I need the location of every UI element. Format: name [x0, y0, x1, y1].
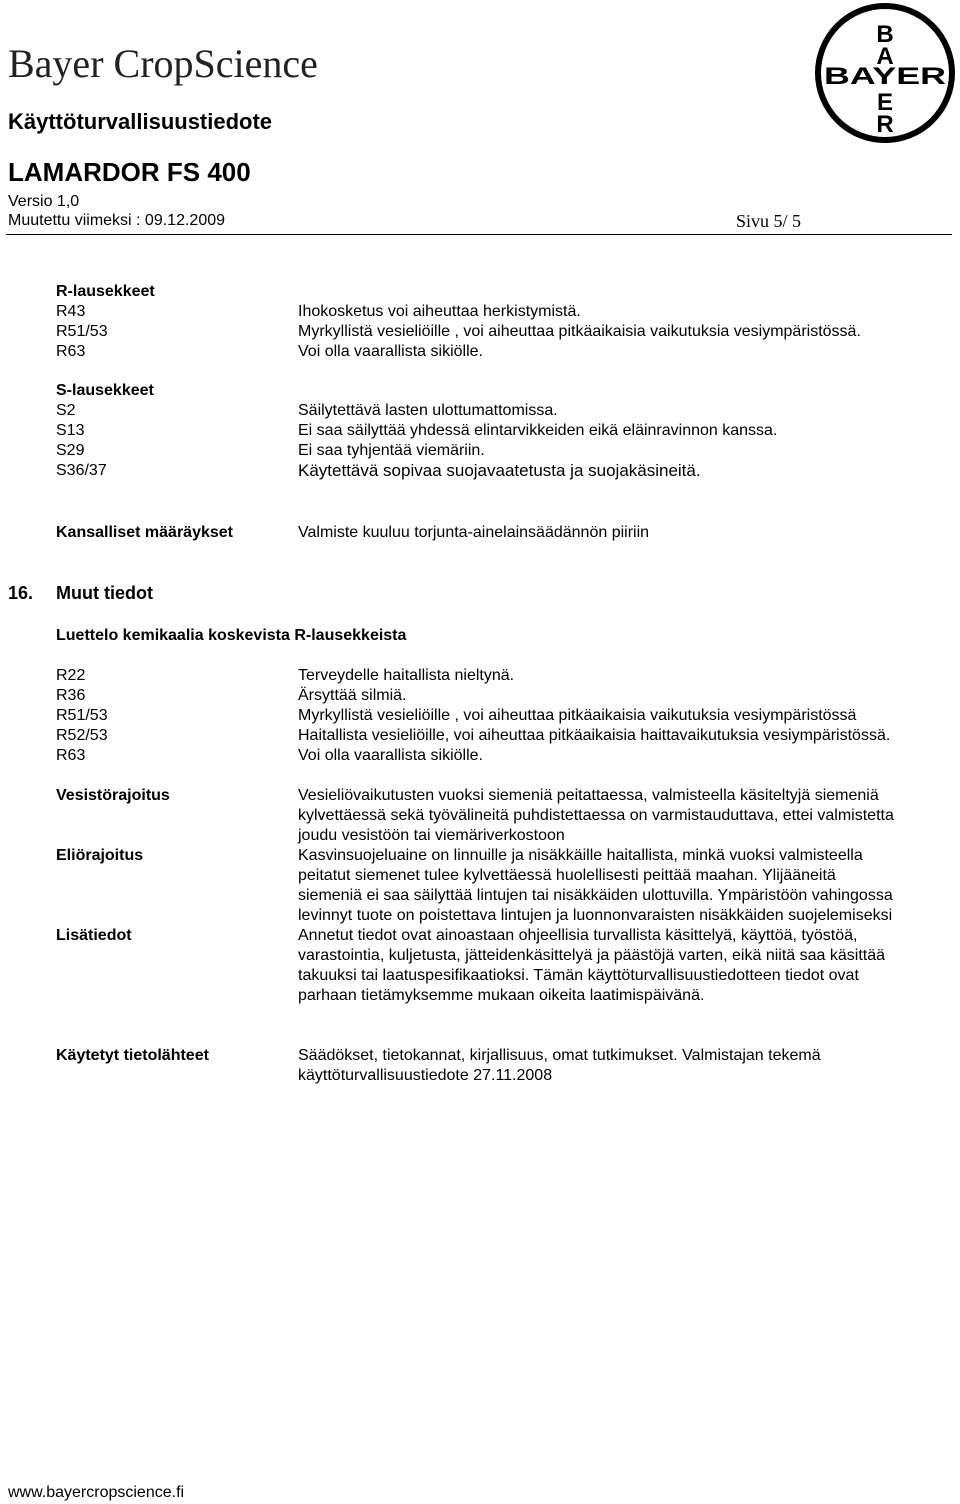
document-title: Käyttöturvallisuustiedote [8, 109, 273, 134]
s-phrase-text: Säilytettävä lasten ulottumattomissa. [298, 402, 558, 419]
r-text: Terveydelle haitallista nieltynä. [298, 667, 515, 684]
version-label: Versio 1,0 [8, 193, 80, 210]
section16-r-texts [298, 666, 890, 766]
s-phrases-codes [56, 401, 107, 481]
restriction-texts [298, 786, 894, 1006]
bayer-cross-logo [814, 2, 956, 144]
logo-horizontal-word: BAYER [824, 63, 946, 90]
additional-info-label: Lisätiedot [56, 927, 132, 944]
section16-r-codes [56, 666, 108, 766]
r-phrases-texts [298, 302, 861, 362]
product-name: LAMARDOR FS 400 [8, 157, 251, 187]
water-restriction-label: Vesistörajoitus [56, 787, 170, 804]
section-number: 16. [8, 583, 34, 603]
r-phrase-code: R43 [56, 303, 86, 320]
r-phrases-heading: R-lausekkeet [56, 283, 155, 300]
restriction-line: Kasvinsuojeluaine on linnuille ja nisäkkäille haitallista, minkä vuoksi valmisteella [298, 847, 863, 864]
header-divider [6, 234, 952, 235]
logo-vertical-letters: B [876, 21, 894, 48]
restriction-line: parhaan tietämyksemme mukaan oikeita laatimispäivänä. [298, 987, 705, 1004]
r-text: Haitallista vesieliöille, voi aiheuttaa pitkäaikaisia haittavaikutuksia vesiympäristössä. [298, 727, 891, 744]
sources-line: käyttöturvallisuustiedote 27.11.2008 [298, 1067, 553, 1084]
sources-label: Käytetyt tietolähteet [56, 1047, 209, 1064]
s-phrase-text: Käytettävä sopivaa suojavaatetusta ja suojakäsineitä. [298, 461, 701, 480]
svg-text:R: R [876, 111, 894, 138]
section-title: Muut tiedot [56, 583, 153, 603]
r-phrase-text: Myrkyllistä vesieliöille , voi aiheuttaa pitkäaikaisia vaikutuksia vesiympäristössä. [298, 323, 861, 340]
r-text: Myrkyllistä vesieliöille , voi aiheuttaa pitkäaikaisia vaikutuksia vesiympäristössä [298, 707, 857, 724]
r-text: Voi olla vaarallista sikiölle. [298, 747, 483, 764]
sources-line: Säädökset, tietokannat, kirjallisuus, omat tutkimukset. Valmistajan tekemä [298, 1047, 821, 1064]
r-list-heading: Luettelo kemikaalia koskevista R-lausekkeista [56, 627, 407, 644]
svg-text:A: A [876, 43, 894, 70]
s-phrase-text: Ei saa tyhjentää viemäriin. [298, 442, 485, 459]
restriction-line: Annetut tiedot ovat ainoastaan ohjeellisia turvallista käsittelyä, käyttöä, työstöä, [298, 927, 858, 944]
r-code: R51/53 [56, 707, 108, 724]
r-phrases-codes [56, 302, 108, 362]
page-number: Sivu 5/ 5 [736, 211, 802, 231]
r-code: R52/53 [56, 727, 108, 744]
r-code: R63 [56, 747, 86, 764]
restriction-line: takuuksi tai laatuspesifikaatioksi. Tämän käyttöturvallisuustiedotteen tiedot ovat [298, 967, 859, 984]
r-code: R36 [56, 687, 86, 704]
r-phrase-text: Ihokosketus voi aiheuttaa herkistymistä. [298, 303, 581, 320]
organism-restriction-label: Eliörajoitus [56, 847, 144, 864]
s-phrase-code: S29 [56, 442, 85, 459]
s-phrase-code: S13 [56, 422, 85, 439]
sources-text [298, 1046, 821, 1086]
national-regulations-label: Kansalliset määräykset [56, 524, 233, 541]
r-code: R22 [56, 667, 86, 684]
restriction-line: joudu vesistöön tai viemäriverkostoon [298, 827, 565, 844]
s-phrase-code: S36/37 [56, 462, 107, 479]
r-text: Ärsyttää silmiä. [298, 687, 407, 704]
restriction-line: varastointia, kuljetusta, jätteidenkäsittelyä ja päästöjä varten, eikä niitä saa käsittää [298, 947, 885, 964]
restriction-line: siemeniä ei saa säilyttää lintujen tai nisäkkäiden ulottuvilla. Ympäristöön vahingossa [298, 887, 893, 904]
s-phrases-texts [298, 401, 777, 481]
restriction-line: kylvettäessä sekä työvälineitä puhdistettaessa on varmistauduttava, ettei valmistetta [298, 807, 894, 824]
company-name: Bayer CropScience [8, 41, 318, 86]
r-phrase-text: Voi olla vaarallista sikiölle. [298, 343, 483, 360]
s-phrases-heading: S-lausekkeet [56, 382, 154, 399]
restriction-line: levinnyt tuote on poistettava lintujen ja luonnonvaraisten nisäkkäiden suojelemiseksi [298, 907, 893, 924]
restriction-line: peitatut siemenet tulee kylvettäessä huolellisesti peittää maahan. Ylijääneitä [298, 867, 836, 884]
svg-text:E: E [876, 89, 894, 116]
s-phrase-text: Ei saa säilyttää yhdessä elintarvikkeiden eikä eläinravinnon kanssa. [298, 422, 778, 439]
footer-website-link[interactable]: www.bayercropscience.fi [8, 1484, 185, 1501]
national-regulations-text: Valmiste kuuluu torjunta-ainelainsäädännön piiriin [298, 524, 650, 541]
modified-date: Muutettu viimeksi : 09.12.2009 [8, 212, 226, 229]
s-phrase-code: S2 [56, 402, 76, 419]
r-phrase-code: R51/53 [56, 323, 108, 340]
restriction-line: Vesieliövaikutusten vuoksi siemeniä peitattaessa, valmisteella käsiteltyjä siemeniä [298, 787, 879, 804]
r-phrase-code: R63 [56, 343, 86, 360]
